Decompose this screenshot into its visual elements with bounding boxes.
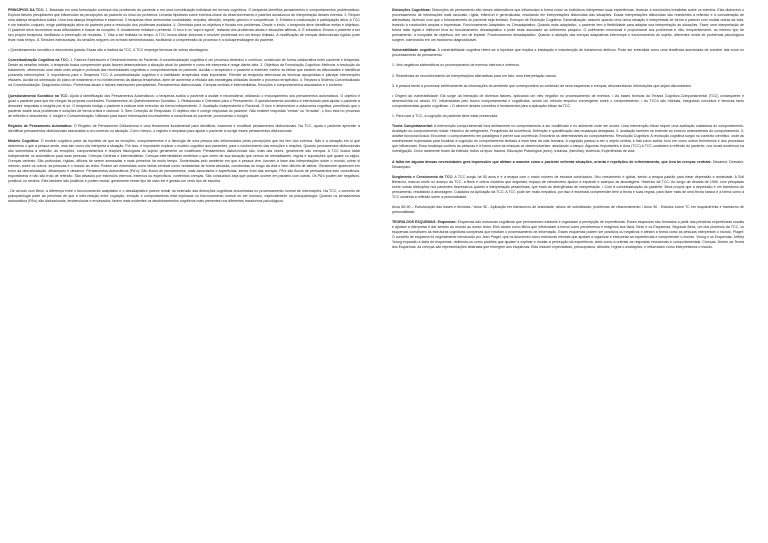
paragraph-text: Distorções de pensamento são vieses sistemáticos que influenciam a forma como os indivíduos interpretam suas experiências, levando a conclusões irrealistas sobre os eventos. Elas distorcem o processamento de informações mais racionais, rígida, inflexível e generalizada, resultando em interpretações distorcidas das situações. Essas interpretações distorcidas são resistentes a reflexão e à consideração de alternativas, fazendo com que o funcionamento do paciente seja limitado. Exemplo de Distorção Cognitiva: Generalização: assumir quando uma única situação é interpretada de forma a parecer com muitas outras da vida, levando a conclusões amplas e imprecisas. Funcionamento Adaptativo vs. Desadaptativo: Quando mais adaptativo, o paciente tem a flexibilidade para adaptar sua interpretação às situações. Fazer uma interpretação de forma mais rígida e inflexível leva ao funcionamento desadaptativo e pode estar associado ao sofrimento psíquico. O sofrimento emocional é proporcional aos problemas e não, frequentemente, ao mesmo tipo de pensamento, a conquista de objetivos, em vez de impedir. Funcionamento desadaptativo: Quando a ativação das crenças adaptativas interrompe o funcionamento do sujeito, diferentes níveis de problemas psicológicos surgem, culminando em um transtorno diagnosticável. bbox=[392, 8, 744, 42]
paragraph-heading: TEORIA DOS ESQUEMAS: Esquemas: bbox=[392, 220, 457, 225]
paragraph bbox=[392, 220, 744, 250]
paragraph-heading: Surgimento e Crescimento da TCC: bbox=[392, 174, 454, 179]
paragraph-text: A TCC surgiu há 50 anos e é a terapia com o maior número de estudos controlados. Seu crescimento é global, sendo a terapia padrão para tratar depressão e ansiedade. A Soil Behavior, marcou muito no avanço da TCC, a Beck e outros modelos que seguiram, espaço de crescimento ajudou a expandir e avançou as abordagens. Histórico da TCC: Ao longo da década de 1960, com pesquisas sobre outras distorções nos pacientes depressivos quanto a interpretação pessimistas, que eram as divergências de interpretação. • Com a conceitualização do paciente, Beck propôs que a depressão é um transtorno do pensamento, resultando a abordagem. Cuidados na Aplicação da TCC: A TCC pode ser muito empática, por isso é essencial compreender bem a teoria e suas regras, para fazer mais de uma teoria básica e a forma como a TCC sustenta a reflexão sobre a personalidade. bbox=[392, 174, 744, 199]
paragraph bbox=[392, 8, 744, 43]
paragraph bbox=[392, 124, 744, 154]
paragraph-heading: Registro de Pensamento Automático: bbox=[8, 123, 73, 128]
paragraph bbox=[392, 63, 744, 68]
paragraph-text: • Origem da vulnerabilidade: Ela surge da interação de diversos fatores, aplicando um viés negativo no processamento de eventos. • As bases teóricas da Terapia Cognitivo-Comportamental (TCC) consequente é desenvolvida no século XX, influenciadas pelo tronco comportamental e cognitivista, sendo um método empírico convergente sobre o comportamento. • As TCCs são híbridas, integrando conceitos e técnicas tanto comportamentais quanto cognitivas. • O alicerce desses conceitos é fundamental para a aplicação eficaz da TCC. bbox=[392, 93, 744, 108]
paragraph bbox=[392, 48, 744, 58]
paragraph bbox=[392, 205, 744, 215]
paragraph-text: Anos 80-90 – Estruturação das bases e técnicas / Anos 90 - Aplicação em transtornos de ansiedade, abuso de substâncias, problemas de relacionamento / Anos 90 - Estudos sobre TC em esquizofrenia e transtorno de personalidade. bbox=[392, 204, 744, 214]
paragraph-heading: Vulnerabilidade cognitiva: bbox=[392, 48, 437, 53]
right-column bbox=[392, 8, 744, 255]
paragraph-text: 1. Fatores Estressores e Desenvolvimento do Paciente: A conceitualização cognitiva é um processo dinâmico e contínuo, construído de forma colaborativa entre paciente e terapeuta. Desde as sessões iniciais, o terapeuta busca compreender quais fatores desencadeiam a situação atual do paciente e como ele interpreta e reage diante dela. 2. Objetivos da Formulação Cognitiva: Melhorar a resolução do tratamento, oferecendo uma visão mais ampla e profunda das necessidades cognitivas e comportamentais do paciente. Auxiliar o terapeuta e o paciente a entender melhor as falhas que existem as dificuldades e identificar possíveis intervenções. 3. Importância para o Terapeuta TCC: A conceitualização cognitiva é a habilidade terapêutica mais importante. Permite ao terapeuta selecionar as técnicas apropriadas e planejar intervenções eficazes. Auxilia na orientação do plano de tratamento e no fortalecimento da aliança terapêutica, além de aumentar a eficácia das estratégias utilizadas durante o processo terapêutico. 4. Reparar a Sistema Conceitualizado na Conceitualização: Diagnóstico clínico, Problemas atuais e fatores estressores precipitantes, Pensamentos disfuncionais, Crenças centrais e intermediárias, Emoções e comportamentos associados e o contexto. bbox=[8, 58, 360, 88]
paragraph-text: O modelo cognitivo parte da hipótese de que as emoções, comportamentos e a fisiologia de uma pessoa são influenciados pelas percepções que ela tem dos eventos. Não é a situação em si que determina o que a pessoa sente, mas sim como ela interpreta a situação. Por isso, é importante explicar o modelo cognitivo aos pacientes, para o conhecimento das emoções e reações. Quando pensamentos disfuncionais são submetidos à reflexão, as emoções, comportamentos e reações fisiológicas do sujeito geralmente se modificam. Pensamentos disfuncionais são, mais das vezes, geralmente são crenças. A TCC busca tratar independente os automáticos para suas pessoas. Crenças Centrais e Intermediárias: Crenças intermediárias medeiam o que cerne de sua situação que vemos de mentalidades, regras e suposições que quase ou siglos. Crenças centrais: São profundas, rígidas, difíceis de serem acessadas e mais primeiros há muito tempo. Sustentadas pelo ambiente em que a pessoa vive, formam a base das interpretações sobre o mundo, sobre si mesmo, sobre os outros, as pessoas e o mundo ao redor. Podem ser entendidas como ideias centrais como verdadeiras de forma absoluta, construídas ao longo da vida e bem difíceis de alterar. Geralmente aparecem em torno da desvalorização, desamparo e desamor. Pensamentos Automáticos (PA's): São fluxos de pensamentos, mais associados e superficiais, sendo fruto das crenças. PA's são fluxos de pensamentos sem consciência, espontâneos e não são fruto de reflexão. São ativados por estímulos internos, externos ou específicos, conferindo crenças. São conduzidos seja que possam ocorrer em paralelo com outras. Os PA's podem ser negativos, positivos ou neutros. Eles também são positivos e podem mudar, geralmente nesse tipo de caso ele é gerado um certo tipo de escolha. bbox=[8, 138, 360, 183]
paragraph bbox=[392, 114, 744, 119]
paragraph bbox=[8, 189, 360, 204]
paragraph-text: 1. Baseada em uma formulação contínua dos problemas do paciente e em uma conceituação individual em termos cognitivos. O terapeuta identifica pensamentos e comportamentos problemáticos. Explora fatores precipitantes que influenciam as percepções do paciente no início do problema. Levanta hipóteses sobre eventos-chave do desenvolvimento e padrões duradouros de interpretação desses eventos. 2. Requer uma aliança terapêutica sólida. Uma boa aliança terapêutica é essencial. O terapeuta deve demonstrar cordialidade, empatia, atenção, respeito genuíno e competência. 3. Enfatiza a colaboração e participação ativa. A TCC é um trabalho conjunto, exige participação ativa do paciente para a resolução dos problemas avaliados. 4. Orientada para os objetivos e focada nos problemas. Desde o início, o terapeuta deve identificar metas e objetivos. O paciente deve reconhecer suas dificuldades e buscar as soluções. 5. Inicialmente enfatiza o presente. O foco é no "aqui e agora", tratando dos problemas atuais e situações aflitivas. 6. É educativa. Ensina o paciente a ser seu próprio terapeuta, facilitando a prevenção de recaídas. 7. Visa a ser limitada no tempo. A TCC busca aliviar sintomas e resolver problemas em um tempo limitado. A modificação de crenças disfuncionais rígidas pode levar mais tempo. 8. Sessões estruturadas. As sessões seguem um formato semiestruturado, facilitando a compreensão do processo e a autoaprendizagem do paciente. bbox=[8, 8, 360, 42]
paragraph-heading: Conceitualização Cognitiva na TCC: bbox=[8, 58, 70, 63]
paragraph-heading: Teoria Comportamental: bbox=[392, 124, 433, 129]
left-column bbox=[8, 8, 360, 209]
paragraph-text: - De acordo com Beck, a diferença entre o funcionamento adaptativo e o desadaptativo parece residir na extensão das distorções cognitivas encontradas no processamento normal de informações. Na TCC, o conceito de psicopatologia parte da premissa de que a inter-relação entre cognição, emoção e comportamento está implicada no funcionamento normal do ser humano, especialmente na psicopatologia. Quando os pensamentos automáticos (PA's) são disfuncionais, tendenciosos e enviesados, fazem mais evidentes os desdobramentos cognitivos mais presentes nos diferentes transtornos psicológicos. bbox=[8, 189, 360, 204]
paragraph-text: O Registro de Pensamento Disfuncional é uma ferramenta fundamental para identificar, examinar e modificar pensamentos disfuncionais. Na TCC, ajuda o paciente aprender a identificar pensamentos disfuncionais associados a um contexto ou situação. Com o tempo, o registro é ampliado para ajudar o paciente a corrigir esses pensamentos disfuncionais. bbox=[8, 123, 360, 133]
paragraph-text: A vulnerabilidade cognitiva refere-se à hipótese que implica a instalação e manutenção de transtornos afetivos. Pode ser entendida como uma tendência aumentada de cometer tais erros no processamento de pensamento. bbox=[392, 48, 744, 58]
paragraph-text: 2. Resistência ao reconhecimento de interpretações alternativas para um fato; uma interpretação causal. bbox=[392, 73, 557, 78]
paragraph-text: 3. A pessoa tende a processar seletivamente as informações do ambiente que correspondem ao conteúdo de seus esquemas e crenças, desvalorizando informações que sejam discordantes. bbox=[392, 83, 692, 88]
paragraph-text: Esquemas são estruturas cognitivas que permanecem estáveis e organizam a percepção de experiências. Esses esquemas são formados a partir das primeiras experiências sociais e ajudam a interpretar e dar sentido ao mundo ao nosso redor. Eles atuam como filtros que influenciam a forma como percebemos e reagimos aos fatos. Beck e os Esquemas: Segundo Beck, um dos pioneiros da TCC, os esquemas constituem as estruturas cognitivas complexas que mediam o processamento de informação. Esses esquemas podem ser positivos ou negativos e afetam a forma como as pessoas interpretam o mundo. Piaget: O conceito de esquema foi originalmente introduzido por Jean Piaget, que os descreveu como estruturas mentais que ajudam a organizar e interpretar as experiências e compreender o mundo. Young e os Esquemas: Jeffrey Young expandiu a ideia de esquemas, definindo-os como padrões que ajudam a explicar e moldar a percepção da experiência, tanto como a orientar as respostas emocionais e comportamentais. Crenças: Dentro da Teoria dos Esquemas, as crenças são representações abstratas que emergem dos esquemas. Elas incluem expectativas, pressupostos, atitudes, regras e avaliações, e influenciam como interpretamos o mundo. bbox=[392, 220, 744, 250]
paragraph-text: 1. Para usar a TCC, a cognição do paciente deve estar preservada. bbox=[392, 114, 499, 119]
paragraph bbox=[8, 124, 360, 134]
paragraph-heading: Distorções Cognitivas: bbox=[392, 8, 431, 12]
paragraph-text: • Questionamento socrático e descoberta guiada: Essas são a malícia da TCC, A TCC emprega técnicas de outras abordagens. bbox=[8, 48, 209, 53]
paragraph-heading: A falha em alguma dessas necessidades gera impressões que afetam a maneira como o paciente enfrenta situações, orienta e repetições de enfrentamento, que leva às crenças centrais: bbox=[392, 159, 712, 164]
paragraph bbox=[8, 58, 360, 88]
paragraph-heading: Questionamento Socrático na TCC: bbox=[8, 93, 69, 98]
paragraph bbox=[392, 160, 744, 170]
paragraph-heading: PRINCÍPIOS DA TCC: bbox=[8, 8, 45, 12]
paragraph-text: Desamor, Desvalor, Desamparo. bbox=[392, 159, 744, 169]
paragraph bbox=[392, 94, 744, 109]
paragraph bbox=[392, 84, 744, 89]
paragraph-text: 1. Veis negativos sistemáticos no processamento de eventos internos e externos. bbox=[392, 63, 520, 68]
paragraph-text: Ajuda a identificação dos Pensamentos Automáticos: o terapeuta auxilia o paciente a avaliar e reconsiderar, utilizando o encorajamento dos pensamentos automáticos. O objetivo é guiar o paciente para que ele chegue às próprias conclusões. Fundamentos do Questionamento Socrático: 1. Relacionado e Orientado para o Pensamento: O questionamento socrático é estruturado para ajudar o paciente a descobrir respostas e insights por si só. O terapeuta instiga o paciente a realizar este exercício de forma independente. 2. Avaliação Independente e Racional: O foco é desenvolver a autonomia cognitiva, permitindo que o paciente avalie seus problemas e soluções de forma crítica e racional. 3. Sem Correção de Respostas: O objetivo não é corrigir respostas do paciente. Não existem respostas "certas" ou "erradas", o foco está no processo de reflexão e descoberta. 4. Insight e Conscientização: Utilizado para trazer informações inconscientes à consciência do paciente, promovendo o insight. bbox=[8, 93, 360, 118]
paragraph-heading: Modelo Cognitivo: bbox=[8, 138, 40, 143]
paragraph-text: A intervenção comportamental foca diretamente no comportamento a ser modificado e no ambiente onde ele ocorre. Uma intervenção eficaz requer uma avaliação cuidadosa do comportamento. Avaliação do comportamento inicial: Histórico de refrigerante, Frequência da ocorrência, Definição e quantificação das mudanças desejadas, 3. avaliação também se estende ao entorno antecedentes do comportamento. 3. análise funcional busca: Encontrar o comportamento em paradigma e prever sua ocorrência, Encontrar os determinantes do comportamento. Revolução Cognitiva: A revolução cognitiva surgiu no contexto científico, onde as maximizaram exploradas para focalizar a cognição do comportamento limitado a essa fase da vida humana. A cognição passou a ser o objeto central, e tida como aceita: foco em como outros fenômenos e dos processos que influenciam. Essa mudança conferiu às pessoas e à forma como as crianças se desenvolveriam, ampliando o campo. Algumas Importantes à Uma (TCC) A TCC considera a reflexão do paciente, nos locais modernos na investigação. Cinco raramente foram da infância, todos os tipos: trauma, Educação Psicológica (sexo), traumas, (famílias), violência, Experiências de vida. bbox=[392, 124, 744, 154]
paragraph bbox=[8, 48, 360, 53]
paragraph bbox=[8, 8, 360, 43]
paragraph bbox=[392, 175, 744, 200]
paragraph bbox=[8, 94, 360, 119]
paragraph bbox=[392, 74, 744, 79]
paragraph bbox=[8, 139, 360, 184]
